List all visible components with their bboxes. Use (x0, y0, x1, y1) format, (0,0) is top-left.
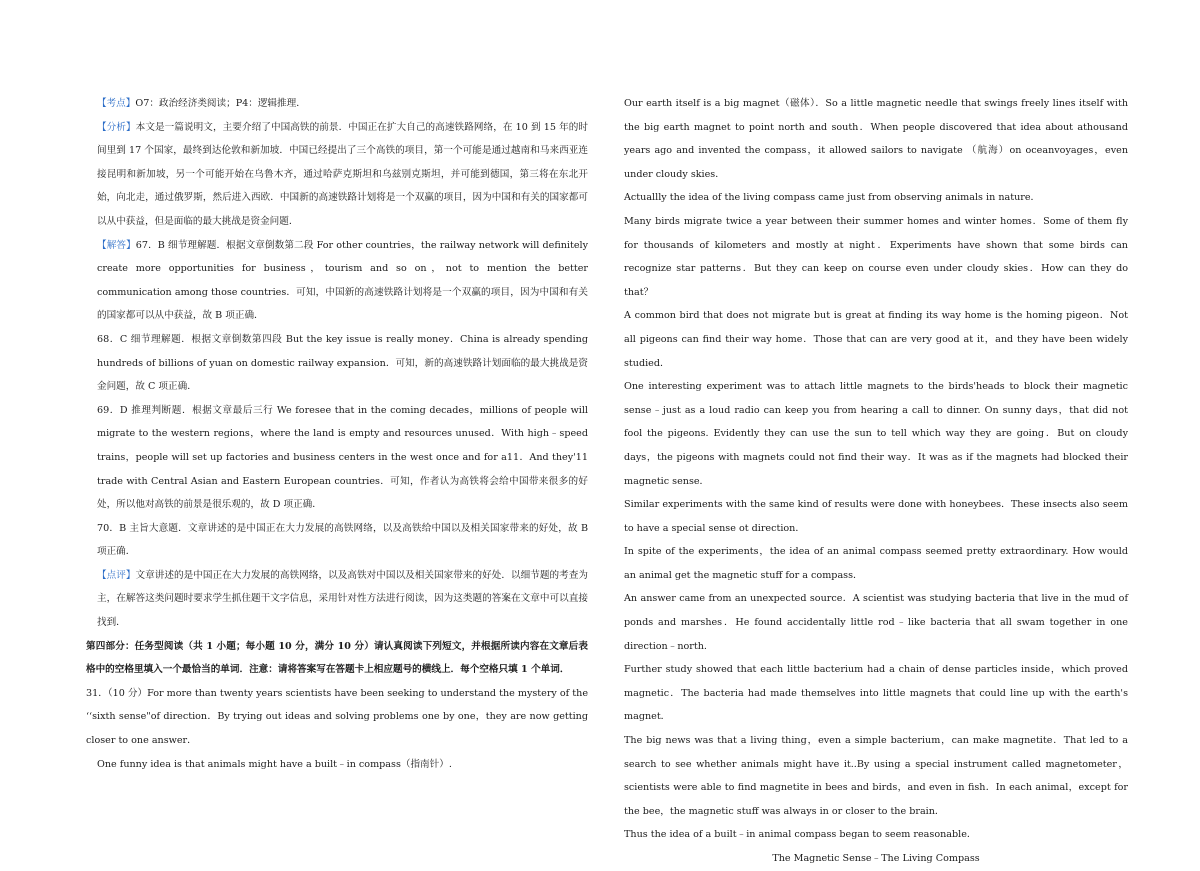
passage-paragraph-6: Similar experiments with the same kind of results were done with honeybees．These insects also seem to have a special sense ot direction． (624, 499, 1128, 534)
passage-paragraph-9: Further study showed that each little bacterium had a chain of dense particles inside，which proved magnetic．The bacteria had made themselves into little magnets that could line up with the earth's magnet． (624, 664, 1128, 723)
fenxi-tag: 【分析】 (97, 121, 136, 133)
jieda-text: 67．B 细节理解题．根据文章倒数第二段 For other countries，the railway network will definitely create more opportunities for business，tourism and so on，not to mention the better communication among those countries．可知，中国新的高速铁路计划将是一个双赢的项目，因为中国和有关的国家都可以从中获益，故 B 项正确． (97, 239, 588, 322)
passage-paragraph-2: Actuallly the idea of the living compass came just from observing animals in nature． (624, 192, 1041, 204)
passage-paragraph-8: An answer came from an unexpected source．A scientist was studying bacteria that live in the mud of ponds and marshes．He found accidentally little rod﹣like bacteria that all swam together in one direction﹣north. (624, 593, 1128, 652)
question-31: 31．（10 分）For more than twenty years scientists have been seeking to understand the mystery of the ‘‘sixth sense"of direction．By trying out ideas and solving problems one by one，they are now getting closer to one answer． (86, 687, 588, 747)
passage-paragraph-1: Our earth itself is a big magnet（磁体）．So a little magnetic needle that swings freely lines itself with the big earth magnet to point north and south．When people discovered that idea about athousand years ago and invented the compass，it allowed sailors to navigate （航海）on oceanvoyages，even under cloudy skies． (624, 98, 1128, 180)
answer-70: 70．B 主旨大意题．文章讲述的是中国正在大力发展的高铁网络，以及高铁给中国以及相关国家带来的好处，故 B 项正确． (97, 522, 588, 558)
funny-idea-paragraph: One funny idea is that animals might have a built﹣in compass（指南针）. (97, 758, 452, 770)
passage-paragraph-5: One interesting experiment was to attach little magnets to the birds'heads to block their magnetic sense﹣just as a loud radio can keep you from hearing a call to dinner. On sunny days，that did not fool the pigeons. Evidently they can use the sun to tell which way they are going．But on cloudy days，the pigeons with magnets could not find their way．It was as if the magnets had blocked their magnetic sense． (624, 381, 1128, 487)
passage-paragraph-7: In spite of the experiments，the idea of an animal compass seemed pretty extraordinary. How would an animal get the magnetic stuff for a compass． (624, 546, 1128, 581)
answer-68: 68．C 细节理解题．根据文章倒数第四段 But the key issue is really money．China is already spending hundreds of billions of yuan on domestic railway expansion．可知，新的高速铁路计划面临的最大挑战是资金问题，故 C 项正确． (97, 333, 588, 393)
right-column (624, 92, 1128, 871)
kaodian-paragraph (86, 92, 588, 116)
dianping-tag: 【点评】 (97, 569, 136, 581)
dianping-text: 文章讲述的是中国正在大力发展的高铁网络，以及高铁对中国以及相关国家带来的好处．以细节题的考查为主，在解答这类问题时要求学生抓住题干文字信息，采用针对性方法进行阅读，因为这类题的答案在文章中可以直接找到． (97, 569, 589, 629)
left-column (86, 92, 588, 776)
kaodian-tag: 【考点】 (97, 98, 136, 109)
fenxi-text: 本文是一篇说明文，主要介绍了中国高铁的前景．中国正在扩大自己的高速铁路网络，在 10 到 15 年的时间里到 17 个国家，最终到达伦敦和新加坡．中国已经提出了三个高铁的项目，第一个可能是通过越南和马来西亚连接昆明和新加坡，另一个可能开始在乌鲁木齐，通过哈萨克斯坦和乌兹别克斯坦，并可能到德国，第三将在东北开始，向北走，通过俄罗斯，然后进入西欧．中国新的高速铁路计划将是一个双赢的项目，因为中国和有关的国家都可以从中获益，但是面临的最大挑战是资金问题． (97, 121, 588, 227)
passage-paragraph-11: Thus the idea of a built﹣in animal compass began to seem reasonable． (624, 829, 977, 841)
jieda-tag: 【解答】 (97, 239, 136, 251)
fenxi-paragraph (86, 116, 588, 234)
kaodian-text: O7：政治经济类阅读；P4：逻辑推理． (135, 98, 306, 109)
dianping-paragraph (86, 564, 588, 635)
passage-paragraph-10: The big news was that a living thing，even a simple bacterium，can make magnetite．That led to a search to see whether animals might have it..By using a special instrument called magnetometer，scientists were able to find magnetite in bees and birds，and even in fish．In each animal，except for the bee，the magnetic stuff was always in or closer to the brain． (624, 735, 1128, 817)
jieda-paragraph (86, 234, 588, 328)
part4-instructions: 第四部分：任务型阅读（共 1 小题；每小题 10 分，满分 10 分）请认真阅读下列短文，并根据所读内容在文章后表格中的空格里填入一个最恰当的单词．注意：请将答案写在答题卡上相应题号的横线上．每个空格只填 1 个单词． (86, 640, 588, 676)
passage-caption: The Magnetic Sense﹣The Living Compass (772, 853, 980, 864)
passage-paragraph-4: A common bird that does not migrate but is great at finding its way home is the homing pigeon．Not all pigeons can find their way home．Those that can are very good at it，and they have been widely studied． (624, 310, 1128, 369)
passage-paragraph-3: Many birds migrate twice a year between their summer homes and winter homes．Some of them fly for thousands of kilometers and mostly at night．Experiments have shown that some birds can recognize star patterns．But they can keep on course even under cloudy skies．How can they do that？ (624, 215, 1128, 298)
answer-69: 69．D 推理判断题．根据文章最后三行 We foresee that in the coming decades，millions of people will migrate to the western regions，where the land is empty and resources unused．With high﹣speed trains，people will set up factories and business centers in the west once and for a11．And they'11 trade with Central Asian and Eastern European countries．可知，作者认为高铁将会给中国带来很多的好处，所以他对高铁的前景是很乐观的，故 D 项正确． (97, 404, 588, 511)
